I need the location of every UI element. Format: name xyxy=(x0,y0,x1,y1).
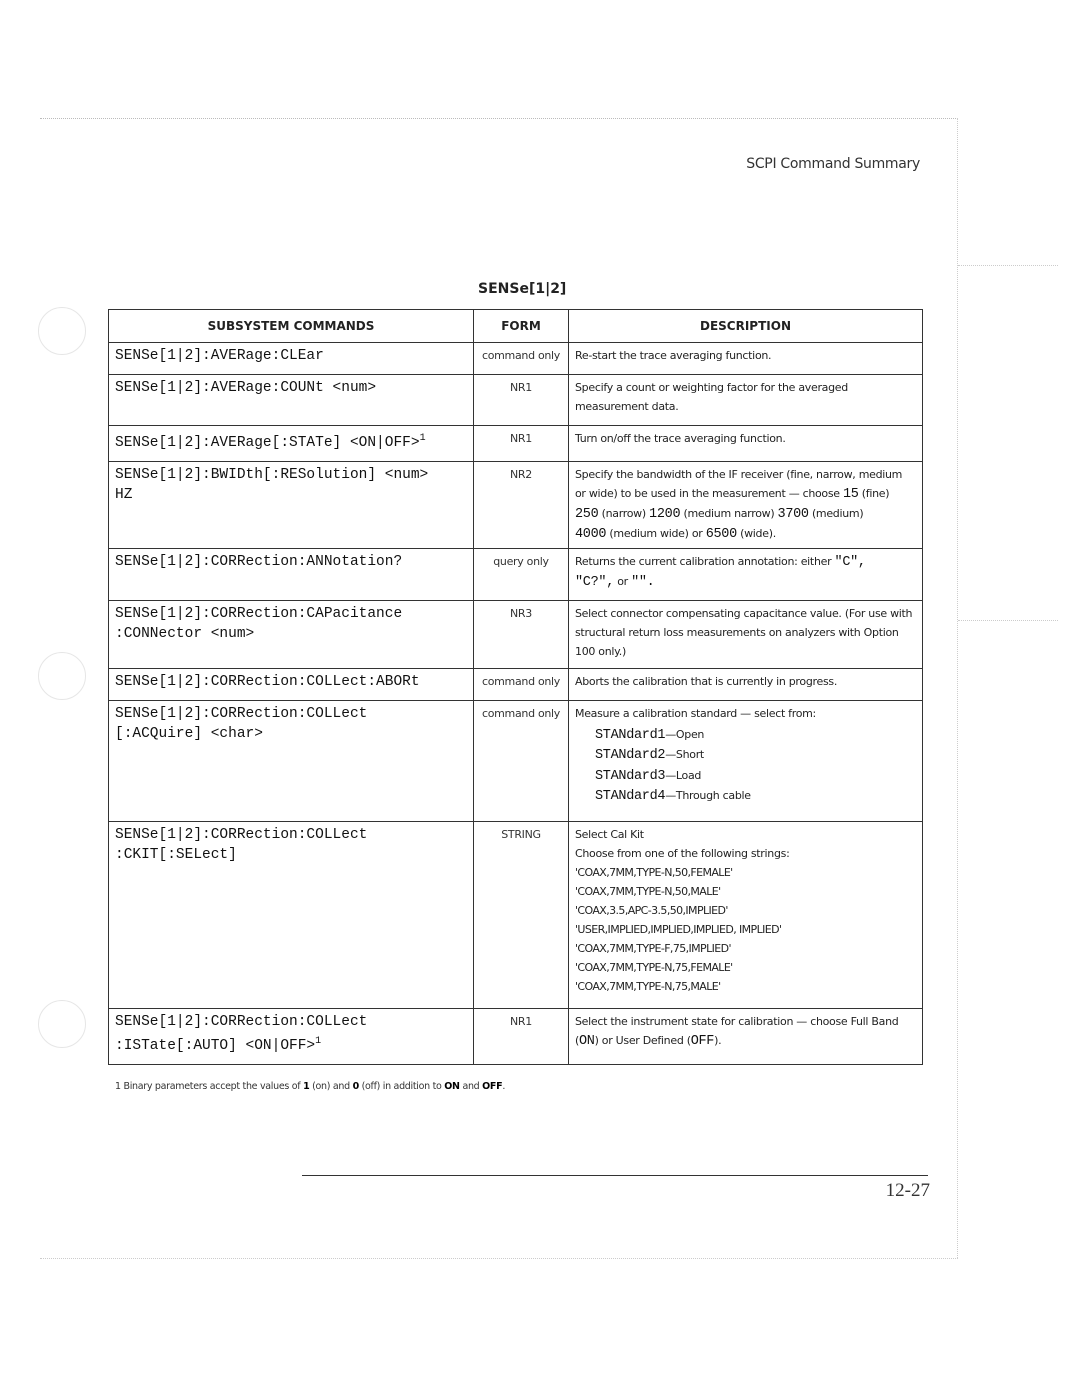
command-cell xyxy=(109,549,473,580)
description-text: ) or User Defined ( xyxy=(594,1033,691,1047)
form-cell: NR1 xyxy=(510,381,532,394)
description-cell xyxy=(569,601,922,665)
footnote-marker: 1 xyxy=(315,1035,322,1047)
command-cell xyxy=(109,462,473,513)
description-text: or xyxy=(691,526,703,540)
command-cell xyxy=(109,375,473,406)
description-text: Specify the bandwidth of the IF receiver (fine, narrow, medium xyxy=(575,467,903,481)
command-text: SENSe[1|2]:CORRection:ANNotation? xyxy=(115,553,403,570)
table-row xyxy=(109,700,923,821)
bandwidth-value: 15 xyxy=(842,486,859,502)
page-number: 12-27 xyxy=(885,1180,930,1201)
command-text: SENSe[1|2]:BWIDth[:RESolution] <num> xyxy=(115,466,429,483)
bandwidth-value: 4000 xyxy=(575,526,607,542)
bandwidth-label: (medium) xyxy=(811,506,864,520)
footnote-marker: 1 xyxy=(419,433,426,444)
description-text: structural return loss measurements on analyzers with Option xyxy=(575,625,899,639)
command-cell xyxy=(109,1009,473,1064)
form-cell: command only xyxy=(481,349,561,362)
table-row xyxy=(109,1008,923,1064)
standard-label: —Through cable xyxy=(665,789,751,803)
table-row xyxy=(109,548,923,600)
description-text: Choose from one of the following strings: xyxy=(575,846,790,860)
table-row xyxy=(109,375,923,426)
list-item xyxy=(595,766,916,787)
scan-mark xyxy=(958,265,1058,266)
footnote-number: 1 xyxy=(115,1081,121,1092)
page-rule xyxy=(302,1175,928,1176)
command-text: HZ xyxy=(115,486,133,503)
command-text: :ISTate[:AUTO] <ON|OFF> xyxy=(115,1037,316,1054)
form-cell: NR2 xyxy=(510,467,532,481)
description-cell xyxy=(569,426,922,452)
list-item xyxy=(595,786,916,807)
bandwidth-label: (medium narrow) xyxy=(683,506,775,520)
table-row xyxy=(109,668,923,700)
bandwidth-value: 6500 xyxy=(705,526,737,542)
description-text: Specify a count or weighting factor for the averaged xyxy=(575,381,848,394)
standard-label: —Load xyxy=(665,768,702,782)
cal-kit-string: 'USER,IMPLIED,IMPLIED,IMPLIED, IMPLIED' xyxy=(575,922,782,936)
form-cell: STRING xyxy=(501,827,541,841)
table-header-row xyxy=(109,310,923,343)
form-cell: NR1 xyxy=(510,432,532,445)
binder-hole xyxy=(38,1000,86,1048)
command-cell xyxy=(109,669,473,700)
header-description: DESCRIPTION xyxy=(569,310,923,343)
annotation-value: "C?", xyxy=(575,574,615,590)
cal-kit-string: 'COAX,7MM,TYPE-N,75,FEMALE' xyxy=(575,960,733,974)
annotation-value: "C", xyxy=(834,554,866,570)
description-text: Select connector compensating capacitance value. (For use with xyxy=(575,606,913,620)
on-value: ON xyxy=(579,1033,595,1049)
bandwidth-label: (narrow) xyxy=(601,506,646,520)
standard-name: STANdard3 xyxy=(595,768,666,784)
description-cell xyxy=(569,343,922,369)
command-text: [:ACQuire] <char> xyxy=(115,725,263,742)
description-cell xyxy=(569,822,922,1000)
description-cell xyxy=(569,701,922,811)
standard-label: —Open xyxy=(665,727,705,741)
description-text: Aborts the calibration that is currently in progress. xyxy=(575,674,838,688)
description-text: or wide) to be used in the measurement — choose xyxy=(575,486,840,500)
standard-name: STANdard2 xyxy=(595,748,666,764)
scan-mark xyxy=(958,620,1058,621)
description-text: Select the instrument state for calibration — choose Full Band xyxy=(575,1014,899,1028)
description-cell: Select the instrument state for calibration — choose Full Band (ON) or User Defined (OFF). xyxy=(569,1009,922,1055)
bandwidth-label: (medium wide) xyxy=(609,526,689,540)
form-cell: command only xyxy=(481,706,561,720)
description-cell xyxy=(569,669,922,695)
command-cell xyxy=(109,701,473,752)
command-text: SENSe[1|2]:AVERage[:STATe] <ON|OFF> xyxy=(115,434,420,451)
binder-hole xyxy=(38,652,86,700)
standards-list xyxy=(575,725,916,807)
description-text: Turn on/off the trace averaging function. xyxy=(575,432,786,445)
table-row xyxy=(109,821,923,1008)
command-text: SENSe[1|2]:CORRection:CAPacitance xyxy=(115,605,403,622)
description-text: Select Cal Kit xyxy=(575,827,644,841)
form-cell: command only xyxy=(481,674,561,688)
cal-kit-string: 'COAX,3.5,APC-3.5,50,IMPLIED' xyxy=(575,903,728,917)
off-value: OFF xyxy=(690,1033,715,1049)
form-cell: query only xyxy=(493,554,549,568)
standard-name: STANdard1 xyxy=(595,727,666,743)
bandwidth-value: 3700 xyxy=(777,506,809,522)
cal-kit-string: 'COAX,7MM,TYPE-N,50,FEMALE' xyxy=(575,865,733,879)
description-text: Re-start the trace averaging function. xyxy=(575,349,772,362)
form-cell: NR3 xyxy=(510,606,532,620)
bandwidth-value: 250 xyxy=(575,506,599,522)
table-row xyxy=(109,600,923,668)
cal-kit-string: 'COAX,7MM,TYPE-N,50,MALE' xyxy=(575,884,721,898)
running-head: SCPI Command Summary xyxy=(746,156,920,172)
header-commands: SUBSYSTEM COMMANDS xyxy=(109,310,474,343)
standard-label: —Short xyxy=(665,748,704,762)
header-form: FORM xyxy=(474,310,569,343)
command-text: SENSe[1|2]:CORRection:COLLect xyxy=(115,1013,368,1030)
table-row xyxy=(109,461,923,548)
description-cell xyxy=(569,549,922,596)
scan-border-bottom xyxy=(40,1258,958,1259)
command-cell xyxy=(109,426,473,461)
bandwidth-label: (wide). xyxy=(740,526,776,540)
footnote: 1 Binary parameters accept the values of 1 (on) and 0 (off) in addition to ON and OFF. xyxy=(115,1081,506,1092)
description-text: Returns the current calibration annotation: either xyxy=(575,554,832,568)
list-item xyxy=(595,745,916,766)
command-text: SENSe[1|2]:AVERage:CLEar xyxy=(115,348,324,364)
command-cell xyxy=(109,343,473,374)
table-row xyxy=(109,343,923,375)
description-text: Measure a calibration standard — select from: xyxy=(575,706,816,720)
command-text: :CONNector <num> xyxy=(115,625,255,642)
bandwidth-label: (fine) xyxy=(861,486,890,500)
command-text: SENSe[1|2]:AVERage:COUNt <num> xyxy=(115,380,377,396)
description-text: measurement data. xyxy=(575,400,679,413)
table-row xyxy=(109,426,923,462)
binder-hole xyxy=(38,307,86,355)
command-cell xyxy=(109,601,473,652)
scan-border-right xyxy=(957,118,958,1258)
description-text: or xyxy=(617,574,628,588)
command-text: SENSe[1|2]:CORRection:COLLect xyxy=(115,705,368,722)
table-title: SENSe[1|2] xyxy=(478,281,567,297)
form-cell: NR1 xyxy=(510,1014,532,1028)
command-table xyxy=(108,309,923,1065)
command-text: :CKIT[:SELect] xyxy=(115,846,237,863)
command-text: SENSe[1|2]:CORRection:COLLect:ABORt xyxy=(115,673,420,690)
description-text: 100 only.) xyxy=(575,644,626,658)
description-cell xyxy=(569,375,922,420)
command-text: SENSe[1|2]:CORRection:COLLect xyxy=(115,826,368,843)
cal-kit-string: 'COAX,7MM,TYPE-F,75,IMPLIED' xyxy=(575,941,731,955)
scan-border-top xyxy=(40,118,958,119)
standard-name: STANdard4 xyxy=(595,789,666,805)
description-cell xyxy=(569,462,922,548)
bandwidth-value: 1200 xyxy=(649,506,681,522)
command-cell xyxy=(109,822,473,873)
annotation-value: "". xyxy=(631,574,655,590)
cal-kit-string: 'COAX,7MM,TYPE-N,75,MALE' xyxy=(575,979,721,993)
list-item xyxy=(595,725,916,746)
